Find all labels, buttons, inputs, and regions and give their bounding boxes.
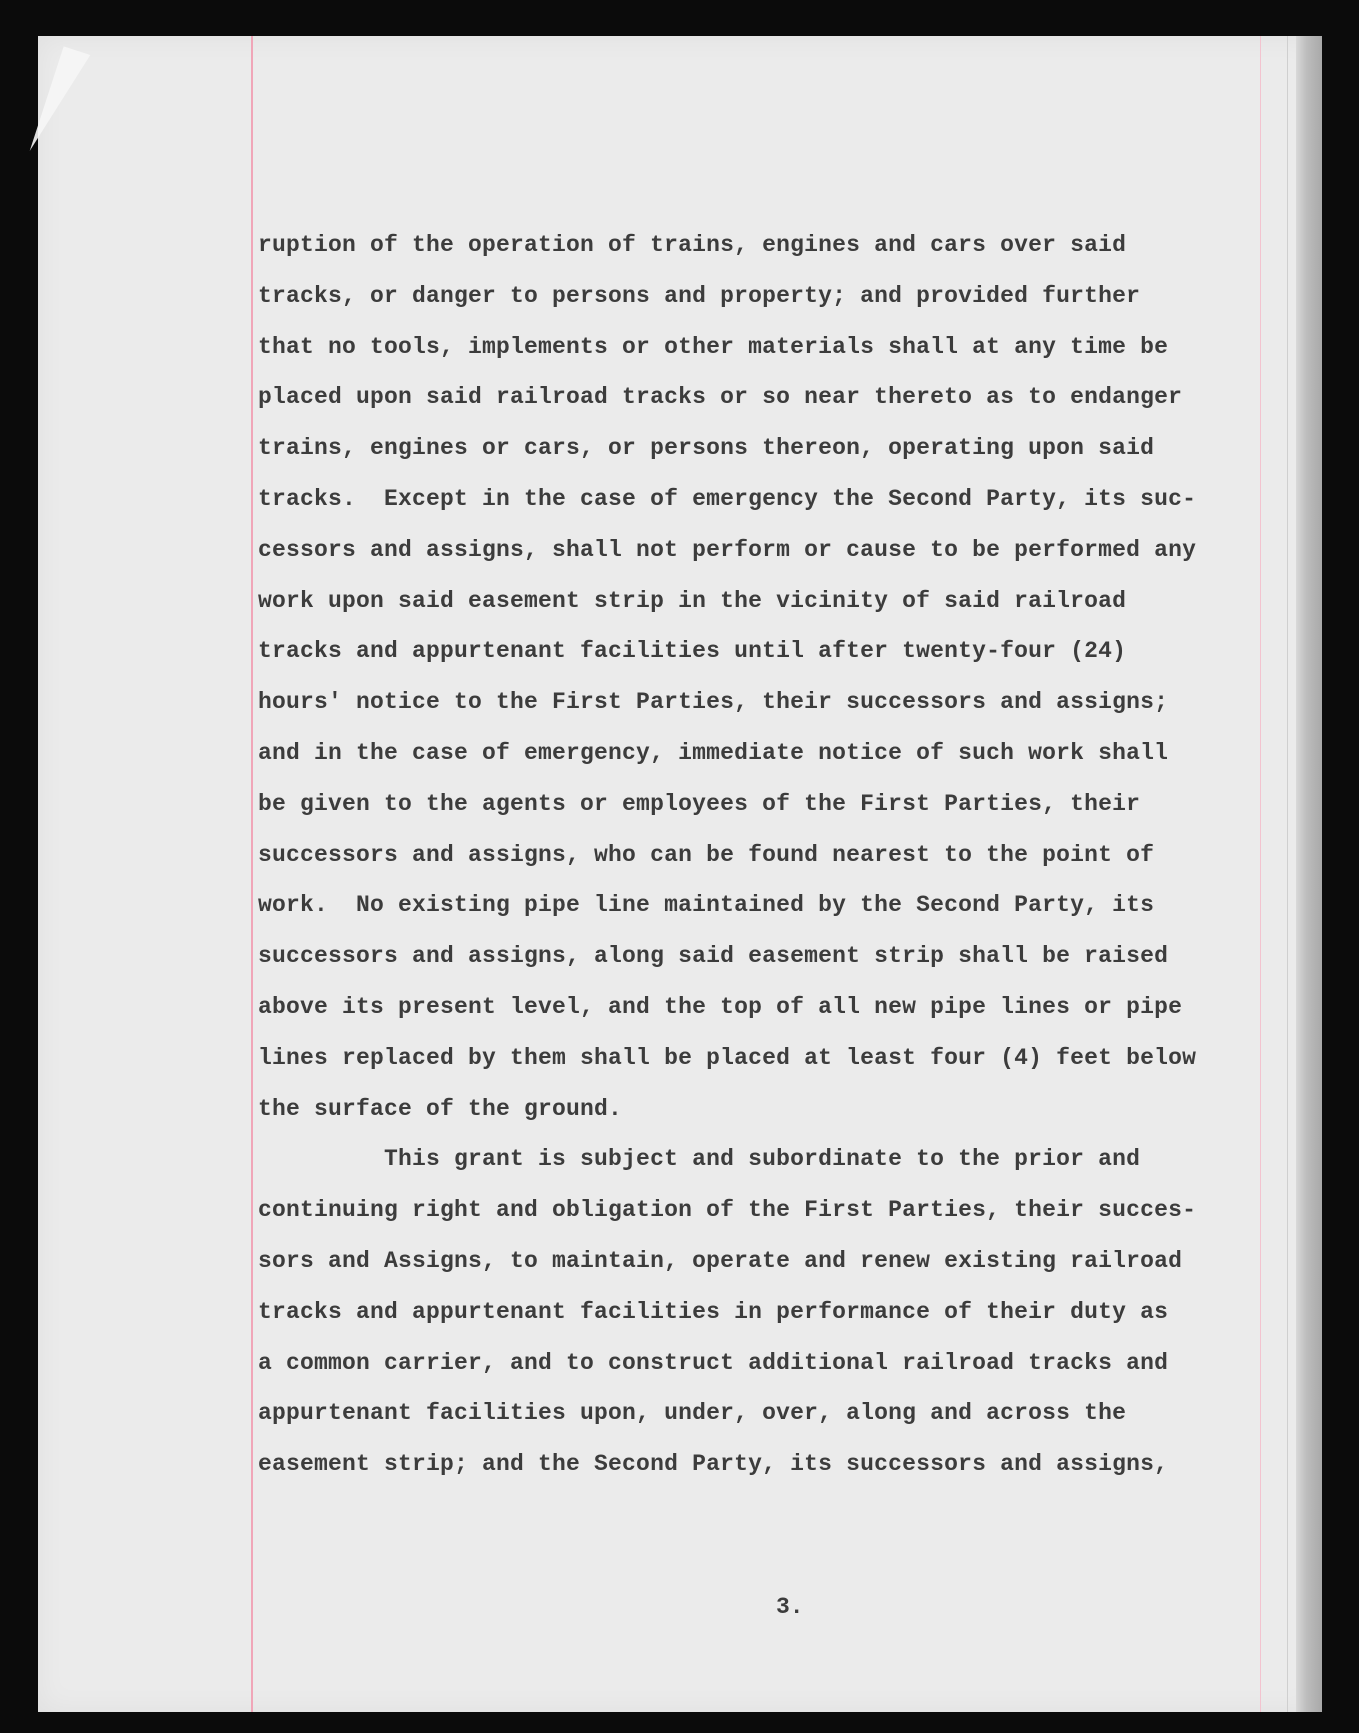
text-line: tracks and appurtenant facilities until after twenty-four (24) <box>258 638 1127 665</box>
text-line: trains, engines or cars, or persons thereon, operating upon said <box>258 435 1155 462</box>
text-line: sors and Assigns, to maintain, operate and renew existing railroad <box>258 1247 1183 1274</box>
text-line: tracks and appurtenant facilities in performance of their duty as <box>258 1298 1169 1325</box>
text-line: cessors and assigns, shall not perform or cause to be performed any <box>258 536 1197 563</box>
text-line: that no tools, implements or other materials shall at any time be <box>258 333 1169 360</box>
text-line: tracks. Except in the case of emergency the Second Party, its suc- <box>258 485 1197 512</box>
left-margin-rule <box>251 36 253 1712</box>
page-edge-line <box>1287 36 1288 1712</box>
torn-corner <box>30 46 91 159</box>
page-edge-shadow <box>1296 36 1322 1712</box>
text-line: above its present level, and the top of all new pipe lines or pipe <box>258 993 1183 1020</box>
body-text <box>258 220 1278 1490</box>
text-line: This grant is subject and subordinate to the prior and <box>258 1146 1141 1173</box>
text-line: appurtenant facilities upon, under, over, along and across the <box>258 1400 1127 1427</box>
text-line: placed upon said railroad tracks or so near thereto as to endanger <box>258 384 1183 411</box>
text-line: a common carrier, and to construct additional railroad tracks and <box>258 1349 1169 1376</box>
text-line: work. No existing pipe line maintained by the Second Party, its <box>258 892 1155 919</box>
text-line: work upon said easement strip in the vicinity of said railroad <box>258 587 1127 614</box>
text-line: tracks, or danger to persons and property; and provided further <box>258 282 1141 309</box>
text-line: the surface of the ground. <box>258 1095 623 1122</box>
text-line: be given to the agents or employees of the First Parties, their <box>258 790 1141 817</box>
text-line: and in the case of emergency, immediate notice of such work shall <box>258 739 1169 766</box>
text-line: ruption of the operation of trains, engines and cars over said <box>258 232 1127 258</box>
text-line: lines replaced by them shall be placed at least four (4) feet below <box>258 1044 1197 1071</box>
text-line: successors and assigns, who can be found nearest to the point of <box>258 841 1155 868</box>
text-line: easement strip; and the Second Party, its successors and assigns, <box>258 1451 1169 1478</box>
text-line: successors and assigns, along said easement strip shall be raised <box>258 943 1169 970</box>
text-line: continuing right and obligation of the First Parties, their succes- <box>258 1197 1197 1224</box>
page-number: 3. <box>776 1594 804 1620</box>
text-line: hours' notice to the First Parties, their successors and assigns; <box>258 689 1169 716</box>
